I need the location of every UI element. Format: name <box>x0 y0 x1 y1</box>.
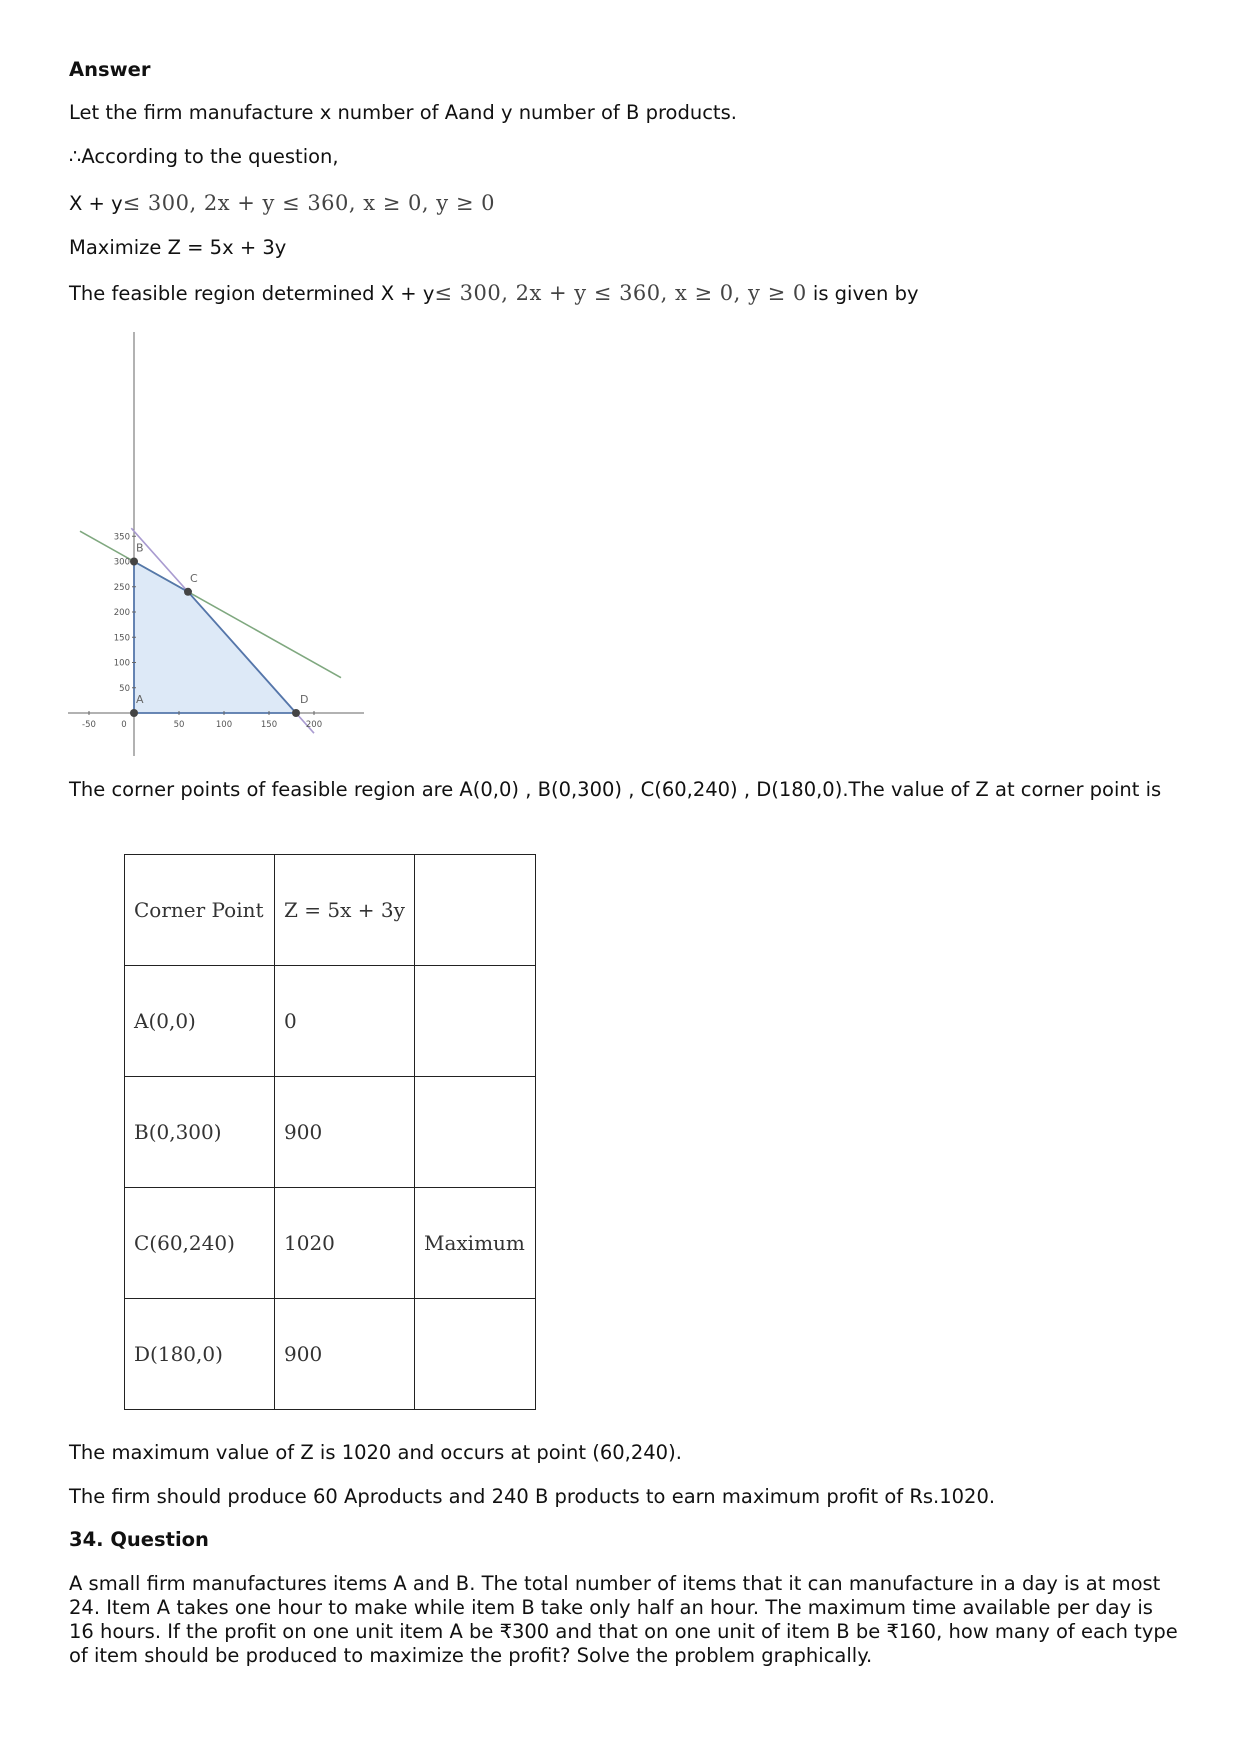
x-tick-label: 50 <box>173 720 185 730</box>
answer-heading: Answer <box>69 58 151 81</box>
table-cell: B(0,300) <box>125 1077 275 1188</box>
corner-point-label: C <box>190 571 198 585</box>
constraints-line: X + y≤ 300, 2x + y ≤ 360, x ≥ 0, y ≥ 0 <box>69 191 495 215</box>
x-tick-label: -50 <box>82 720 96 730</box>
corner-point-c <box>184 588 192 596</box>
table-cell: 900 <box>275 1077 415 1188</box>
maximize-text: Maximize Z = 5x + 3y <box>69 236 287 259</box>
feasible-constraint-2: 2x + y ≤ 360 <box>515 281 661 305</box>
table-row <box>125 1077 536 1188</box>
table-cell <box>415 1299 536 1410</box>
constraint-3: x ≥ 0 <box>363 191 422 215</box>
table-cell: Maximum <box>415 1188 536 1299</box>
constraint-prefix: X + y <box>69 192 123 215</box>
table-row <box>125 1299 536 1410</box>
table-cell <box>415 966 536 1077</box>
table-header-cell: Corner Point <box>125 855 275 966</box>
table-cell: 1020 <box>275 1188 415 1299</box>
feasible-constraint-1: ≤ 300 <box>434 281 502 305</box>
table-row <box>125 1188 536 1299</box>
x-tick-label: 150 <box>260 720 278 730</box>
feasible-prefix: The feasible region determined X + y <box>69 282 435 305</box>
corner-point-b <box>130 558 138 566</box>
table-cell: 0 <box>275 966 415 1077</box>
table-header-cell <box>415 855 536 966</box>
feasible-constraint-4: y ≥ 0 <box>748 281 807 305</box>
y-tick-label: 150 <box>113 633 130 644</box>
question-text: A small firm manufactures items A and B. The total number of items that it can manufacture in a day is at most 24. Item A takes one hour to make while item B take only half an hour. The maximum time available per day is 16 hours. If the profit on one unit item A be ₹300 and that on one unit of item B be ₹160, how many of each type of item should be produced to maximize the profit? Solve the problem graphically. <box>69 1572 1178 1667</box>
table-cell: C(60,240) <box>125 1188 275 1299</box>
production-text: The firm should produce 60 Aproducts and 240 B products to earn maximum profit of Rs.1020. <box>69 1485 996 1508</box>
y-tick-label: 250 <box>113 582 130 593</box>
feasible-line: The feasible region determined X + y≤ 300, 2x + y ≤ 360, x ≥ 0, y ≥ 0 is given by <box>69 281 919 305</box>
intro-text: Let the firm manufacture x number of Aand y number of B products. <box>69 101 737 124</box>
max-value-text: The maximum value of Z is 1020 and occurs at point (60,240). <box>69 1441 682 1464</box>
corner-value-table <box>124 854 536 1410</box>
y-tick-label: 50 <box>119 683 130 694</box>
y-tick-label: 350 <box>113 532 130 543</box>
corner-point-a <box>130 709 138 717</box>
corner-point-label: B <box>136 541 144 555</box>
corner-points-text: The corner points of feasible region are A(0,0) , B(0,300) , C(60,240) , D(180,0).The value of Z at corner point is <box>69 778 1162 801</box>
constraint-4: y ≥ 0 <box>436 191 495 215</box>
feasible-region-graph <box>66 328 366 758</box>
y-tick-label: 100 <box>113 658 130 669</box>
corner-point-d <box>292 709 300 717</box>
table-cell: A(0,0) <box>125 966 275 1077</box>
constraint-1: ≤ 300 <box>122 191 190 215</box>
x-tick-label: 200 <box>305 720 323 730</box>
table-cell: 900 <box>275 1299 415 1410</box>
table-cell <box>415 1077 536 1188</box>
y-tick-label: 300 <box>113 557 130 568</box>
table-header-cell: Z = 5x + 3y <box>275 855 415 966</box>
table-cell: D(180,0) <box>125 1299 275 1410</box>
table-header-row <box>125 855 536 966</box>
corner-point-label: D <box>300 693 309 706</box>
constraint-2: 2x + y ≤ 360 <box>203 191 349 215</box>
y-tick-label: 200 <box>113 608 130 618</box>
x-tick-label: 100 <box>215 720 233 730</box>
question-heading: 34. Question <box>69 1528 209 1551</box>
table-row <box>125 966 536 1077</box>
according-text: ∴According to the question, <box>69 145 339 168</box>
corner-point-label: A <box>136 693 144 706</box>
feasible-suffix: is given by <box>812 282 919 305</box>
x-tick-label: 0 <box>121 720 127 730</box>
feasible-constraint-3: x ≥ 0 <box>675 281 734 305</box>
feasible-region <box>134 562 296 714</box>
